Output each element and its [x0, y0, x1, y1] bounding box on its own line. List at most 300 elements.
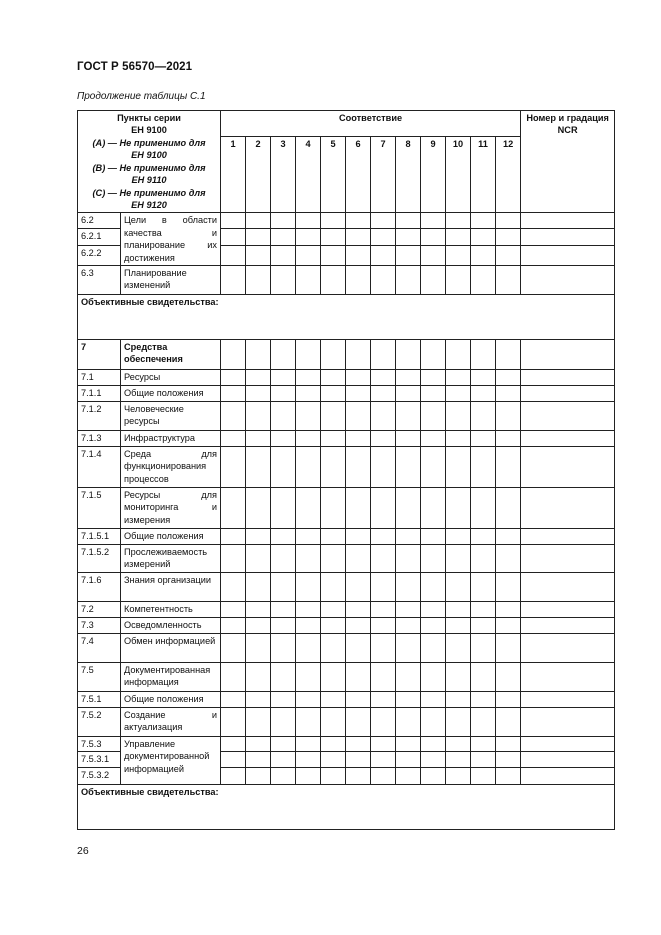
conformity-check-cell[interactable]: [471, 691, 496, 707]
conformity-check-cell[interactable]: [446, 340, 471, 370]
ncr-cell[interactable]: [521, 402, 615, 431]
ncr-cell[interactable]: [521, 246, 615, 266]
conformity-check-cell[interactable]: [421, 752, 446, 768]
conformity-check-cell[interactable]: [246, 617, 271, 633]
conformity-check-cell[interactable]: [346, 386, 371, 402]
conformity-check-cell[interactable]: [471, 447, 496, 488]
conformity-check-cell[interactable]: [296, 229, 321, 246]
conformity-check-cell[interactable]: [421, 246, 446, 266]
conformity-check-cell[interactable]: [296, 617, 321, 633]
conformity-check-cell[interactable]: [346, 572, 371, 601]
conformity-check-cell[interactable]: [346, 545, 371, 573]
conformity-check-cell[interactable]: [271, 402, 296, 431]
conformity-check-cell[interactable]: [396, 601, 421, 617]
conformity-check-cell[interactable]: [371, 617, 396, 633]
conformity-check-cell[interactable]: [496, 402, 521, 431]
conformity-check-cell[interactable]: [371, 447, 396, 488]
ncr-cell[interactable]: [521, 691, 615, 707]
conformity-check-cell[interactable]: [396, 768, 421, 785]
ncr-cell[interactable]: [521, 617, 615, 633]
conformity-check-cell[interactable]: [346, 633, 371, 662]
conformity-check-cell[interactable]: [346, 662, 371, 691]
conformity-check-cell[interactable]: [496, 662, 521, 691]
conformity-check-cell[interactable]: [446, 386, 471, 402]
conformity-check-cell[interactable]: [446, 736, 471, 751]
conformity-check-cell[interactable]: [471, 662, 496, 691]
conformity-check-cell[interactable]: [446, 488, 471, 529]
conformity-check-cell[interactable]: [396, 340, 421, 370]
conformity-check-cell[interactable]: [321, 386, 346, 402]
conformity-check-cell[interactable]: [271, 601, 296, 617]
conformity-check-cell[interactable]: [296, 529, 321, 545]
conformity-check-cell[interactable]: [246, 662, 271, 691]
conformity-check-cell[interactable]: [321, 246, 346, 266]
conformity-check-cell[interactable]: [271, 707, 296, 736]
conformity-check-cell[interactable]: [396, 662, 421, 691]
conformity-check-cell[interactable]: [296, 768, 321, 785]
conformity-check-cell[interactable]: [221, 266, 246, 295]
conformity-check-cell[interactable]: [371, 370, 396, 386]
conformity-check-cell[interactable]: [246, 545, 271, 573]
conformity-check-cell[interactable]: [346, 340, 371, 370]
conformity-check-cell[interactable]: [321, 488, 346, 529]
ncr-cell[interactable]: [521, 545, 615, 573]
conformity-check-cell[interactable]: [396, 266, 421, 295]
conformity-check-cell[interactable]: [446, 617, 471, 633]
conformity-check-cell[interactable]: [496, 545, 521, 573]
conformity-check-cell[interactable]: [346, 736, 371, 751]
conformity-check-cell[interactable]: [396, 447, 421, 488]
clause-number: 6.3: [78, 266, 121, 295]
conformity-check-cell[interactable]: [446, 266, 471, 295]
ncr-cell[interactable]: [521, 752, 615, 768]
conformity-check-cell[interactable]: [446, 633, 471, 662]
conformity-check-cell[interactable]: [446, 752, 471, 768]
conformity-check-cell[interactable]: [471, 736, 496, 751]
conformity-check-cell[interactable]: [446, 447, 471, 488]
conformity-check-cell[interactable]: [246, 768, 271, 785]
conformity-check-cell[interactable]: [346, 370, 371, 386]
ncr-cell[interactable]: [521, 488, 615, 529]
conformity-check-cell[interactable]: [271, 617, 296, 633]
conformity-check-cell[interactable]: [346, 488, 371, 529]
ncr-cell[interactable]: [521, 529, 615, 545]
conformity-check-cell[interactable]: [496, 213, 521, 229]
conformity-check-cell[interactable]: [321, 545, 346, 573]
conformity-check-cell[interactable]: [246, 246, 271, 266]
conformity-check-cell[interactable]: [421, 601, 446, 617]
conformity-check-cell[interactable]: [421, 447, 446, 488]
conformity-check-cell[interactable]: [321, 229, 346, 246]
conformity-check-cell[interactable]: [371, 601, 396, 617]
conformity-check-cell[interactable]: [396, 529, 421, 545]
conformity-check-cell[interactable]: [371, 431, 396, 447]
conformity-check-cell[interactable]: [471, 572, 496, 601]
conformity-check-cell[interactable]: [246, 266, 271, 295]
conformity-check-cell[interactable]: [246, 488, 271, 529]
conformity-check-cell[interactable]: [346, 229, 371, 246]
conformity-check-cell[interactable]: [471, 213, 496, 229]
conformity-check-cell[interactable]: [246, 752, 271, 768]
conformity-check-cell[interactable]: [446, 691, 471, 707]
conformity-check-cell[interactable]: [421, 340, 446, 370]
ncr-cell[interactable]: [521, 431, 615, 447]
conformity-check-cell[interactable]: [221, 572, 246, 601]
conformity-check-cell[interactable]: [371, 768, 396, 785]
conformity-check-cell[interactable]: [421, 545, 446, 573]
conformity-check-cell[interactable]: [221, 431, 246, 447]
conformity-check-cell[interactable]: [396, 402, 421, 431]
conformity-check-cell[interactable]: [346, 402, 371, 431]
conformity-check-cell[interactable]: [371, 340, 396, 370]
conformity-check-cell[interactable]: [396, 736, 421, 751]
conformity-check-cell[interactable]: [446, 431, 471, 447]
conformity-check-cell[interactable]: [296, 402, 321, 431]
conformity-check-cell[interactable]: [271, 488, 296, 529]
conformity-check-cell[interactable]: [371, 545, 396, 573]
conformity-check-cell[interactable]: [396, 370, 421, 386]
conformity-check-cell[interactable]: [471, 529, 496, 545]
conformity-check-cell[interactable]: [321, 633, 346, 662]
conformity-check-cell[interactable]: [421, 402, 446, 431]
conformity-check-cell[interactable]: [221, 529, 246, 545]
conformity-check-cell[interactable]: [246, 386, 271, 402]
conformity-check-cell[interactable]: [271, 246, 296, 266]
conformity-check-cell[interactable]: [371, 266, 396, 295]
conformity-check-cell[interactable]: [371, 386, 396, 402]
conformity-check-cell[interactable]: [421, 617, 446, 633]
conformity-check-cell[interactable]: [246, 529, 271, 545]
conformity-check-cell[interactable]: [496, 617, 521, 633]
conformity-check-cell[interactable]: [246, 601, 271, 617]
conformity-check-cell[interactable]: [271, 340, 296, 370]
conformity-check-cell[interactable]: [371, 488, 396, 529]
ncr-cell[interactable]: [521, 633, 615, 662]
conformity-check-cell[interactable]: [396, 691, 421, 707]
conformity-check-cell[interactable]: [396, 617, 421, 633]
conformity-check-cell[interactable]: [471, 617, 496, 633]
conformity-check-cell[interactable]: [421, 572, 446, 601]
conformity-check-cell[interactable]: [471, 370, 496, 386]
conformity-check-cell[interactable]: [221, 386, 246, 402]
conformity-check-cell[interactable]: [496, 633, 521, 662]
conformity-check-cell[interactable]: [471, 545, 496, 573]
conformity-check-cell[interactable]: [496, 229, 521, 246]
conformity-check-cell[interactable]: [471, 402, 496, 431]
conformity-check-cell[interactable]: [471, 707, 496, 736]
conformity-check-cell[interactable]: [271, 752, 296, 768]
conformity-check-cell[interactable]: [471, 340, 496, 370]
conformity-check-cell[interactable]: [371, 633, 396, 662]
conformity-check-cell[interactable]: [221, 213, 246, 229]
conformity-check-cell[interactable]: [421, 370, 446, 386]
conformity-check-cell[interactable]: [271, 691, 296, 707]
conformity-check-cell[interactable]: [371, 662, 396, 691]
conformity-check-cell[interactable]: [421, 736, 446, 751]
conformity-check-cell[interactable]: [371, 213, 396, 229]
conformity-check-cell[interactable]: [496, 447, 521, 488]
conformity-check-cell[interactable]: [321, 447, 346, 488]
conformity-check-cell[interactable]: [271, 736, 296, 751]
conformity-check-cell[interactable]: [346, 529, 371, 545]
conformity-check-cell[interactable]: [296, 662, 321, 691]
conformity-check-cell[interactable]: [496, 707, 521, 736]
conformity-check-cell[interactable]: [496, 691, 521, 707]
conformity-check-cell[interactable]: [271, 633, 296, 662]
conformity-check-cell[interactable]: [421, 529, 446, 545]
conformity-check-cell[interactable]: [396, 572, 421, 601]
conformity-check-cell[interactable]: [371, 707, 396, 736]
conformity-check-cell[interactable]: [471, 386, 496, 402]
conformity-check-cell[interactable]: [396, 633, 421, 662]
conformity-check-cell[interactable]: [246, 340, 271, 370]
conformity-check-cell[interactable]: [396, 488, 421, 529]
ncr-cell[interactable]: [521, 229, 615, 246]
conformity-check-cell[interactable]: [421, 488, 446, 529]
ncr-cell[interactable]: [521, 736, 615, 751]
conformity-check-cell[interactable]: [496, 529, 521, 545]
conformity-check-cell[interactable]: [321, 572, 346, 601]
conformity-check-cell[interactable]: [321, 662, 346, 691]
conformity-check-cell[interactable]: [496, 431, 521, 447]
conformity-check-cell[interactable]: [471, 768, 496, 785]
conformity-check-cell[interactable]: [321, 691, 346, 707]
conformity-check-cell[interactable]: [346, 707, 371, 736]
ncr-cell[interactable]: [521, 601, 615, 617]
conformity-check-cell[interactable]: [396, 229, 421, 246]
conformity-check-cell[interactable]: [421, 691, 446, 707]
conformity-check-cell[interactable]: [321, 431, 346, 447]
conformity-check-cell[interactable]: [246, 633, 271, 662]
ncr-cell[interactable]: [521, 386, 615, 402]
conformity-check-cell[interactable]: [296, 601, 321, 617]
conformity-check-cell[interactable]: [246, 691, 271, 707]
conformity-check-cell[interactable]: [446, 707, 471, 736]
conformity-check-cell[interactable]: [346, 752, 371, 768]
conformity-check-cell[interactable]: [396, 431, 421, 447]
conformity-check-cell[interactable]: [446, 662, 471, 691]
conformity-check-cell[interactable]: [321, 768, 346, 785]
ncr-cell[interactable]: [521, 572, 615, 601]
conformity-check-cell[interactable]: [296, 246, 321, 266]
conformity-check-cell[interactable]: [446, 529, 471, 545]
conformity-check-cell[interactable]: [221, 545, 246, 573]
conformity-check-cell[interactable]: [246, 431, 271, 447]
conformity-check-cell[interactable]: [246, 370, 271, 386]
conformity-check-cell[interactable]: [371, 402, 396, 431]
conformity-check-cell[interactable]: [471, 246, 496, 266]
conformity-check-cell[interactable]: [496, 488, 521, 529]
conformity-check-cell[interactable]: [296, 386, 321, 402]
conformity-check-cell[interactable]: [396, 213, 421, 229]
conformity-check-cell[interactable]: [246, 707, 271, 736]
conformity-check-cell[interactable]: [446, 572, 471, 601]
conformity-check-cell[interactable]: [496, 601, 521, 617]
conformity-check-cell[interactable]: [421, 213, 446, 229]
conformity-check-cell[interactable]: [246, 229, 271, 246]
conformity-check-cell[interactable]: [346, 213, 371, 229]
conformity-check-cell[interactable]: [346, 617, 371, 633]
conformity-check-cell[interactable]: [246, 736, 271, 751]
conformity-check-cell[interactable]: [271, 431, 296, 447]
conformity-check-cell[interactable]: [371, 736, 396, 751]
conformity-check-cell[interactable]: [221, 617, 246, 633]
conformity-check-cell[interactable]: [296, 545, 321, 573]
conformity-check-cell[interactable]: [496, 386, 521, 402]
conformity-check-cell[interactable]: [346, 768, 371, 785]
conformity-check-cell[interactable]: [296, 488, 321, 529]
conformity-check-cell[interactable]: [221, 340, 246, 370]
conformity-check-cell[interactable]: [271, 572, 296, 601]
conformity-check-cell[interactable]: [421, 768, 446, 785]
conformity-check-cell[interactable]: [446, 246, 471, 266]
conformity-check-cell[interactable]: [296, 736, 321, 751]
conformity-check-cell[interactable]: [496, 370, 521, 386]
conformity-check-cell[interactable]: [421, 266, 446, 295]
conformity-check-cell[interactable]: [496, 246, 521, 266]
conformity-check-cell[interactable]: [346, 691, 371, 707]
conformity-check-cell[interactable]: [496, 340, 521, 370]
conformity-check-cell[interactable]: [271, 213, 296, 229]
conformity-check-cell[interactable]: [321, 736, 346, 751]
conformity-check-cell[interactable]: [471, 752, 496, 768]
conformity-check-cell[interactable]: [346, 431, 371, 447]
conformity-check-cell[interactable]: [221, 601, 246, 617]
conformity-check-cell[interactable]: [246, 213, 271, 229]
conformity-check-cell[interactable]: [296, 340, 321, 370]
conformity-check-cell[interactable]: [396, 752, 421, 768]
conformity-check-cell[interactable]: [221, 768, 246, 785]
conformity-check-cell[interactable]: [271, 529, 296, 545]
ncr-cell[interactable]: [521, 340, 615, 370]
conformity-check-cell[interactable]: [271, 370, 296, 386]
conformity-check-cell[interactable]: [446, 229, 471, 246]
conformity-check-cell[interactable]: [246, 572, 271, 601]
conformity-check-cell[interactable]: [471, 431, 496, 447]
conformity-check-cell[interactable]: [396, 246, 421, 266]
conformity-check-cell[interactable]: [421, 386, 446, 402]
conformity-check-cell[interactable]: [221, 691, 246, 707]
conformity-check-cell[interactable]: [321, 402, 346, 431]
conformity-check-cell[interactable]: [371, 246, 396, 266]
conformity-check-cell[interactable]: [346, 601, 371, 617]
conformity-check-cell[interactable]: [321, 340, 346, 370]
conformity-check-cell[interactable]: [346, 266, 371, 295]
conformity-check-cell[interactable]: [471, 601, 496, 617]
conformity-check-cell[interactable]: [496, 752, 521, 768]
conformity-check-cell[interactable]: [246, 447, 271, 488]
conformity-check-cell[interactable]: [446, 601, 471, 617]
conformity-check-cell[interactable]: [371, 229, 396, 246]
conformity-check-cell[interactable]: [296, 431, 321, 447]
ncr-cell[interactable]: [521, 213, 615, 229]
conformity-check-cell[interactable]: [421, 633, 446, 662]
conformity-check-cell[interactable]: [271, 229, 296, 246]
conformity-check-cell[interactable]: [496, 768, 521, 785]
conformity-check-cell[interactable]: [396, 545, 421, 573]
conformity-check-cell[interactable]: [296, 266, 321, 295]
conformity-check-cell[interactable]: [471, 229, 496, 246]
conformity-check-cell[interactable]: [246, 402, 271, 431]
ncr-cell[interactable]: [521, 370, 615, 386]
conformity-check-cell[interactable]: [271, 386, 296, 402]
conformity-check-cell[interactable]: [221, 752, 246, 768]
conformity-check-cell[interactable]: [296, 691, 321, 707]
conformity-check-cell[interactable]: [221, 736, 246, 751]
conformity-check-cell[interactable]: [221, 488, 246, 529]
conformity-check-cell[interactable]: [296, 633, 321, 662]
conformity-check-cell[interactable]: [296, 572, 321, 601]
conformity-check-cell[interactable]: [321, 752, 346, 768]
conformity-check-cell[interactable]: [471, 488, 496, 529]
ncr-cell[interactable]: [521, 662, 615, 691]
conformity-check-cell[interactable]: [221, 447, 246, 488]
conformity-check-cell[interactable]: [496, 266, 521, 295]
conformity-check-cell[interactable]: [446, 402, 471, 431]
conformity-check-cell[interactable]: [271, 447, 296, 488]
conformity-check-cell[interactable]: [321, 370, 346, 386]
conformity-check-cell[interactable]: [296, 752, 321, 768]
conformity-check-cell[interactable]: [446, 370, 471, 386]
conformity-check-cell[interactable]: [471, 633, 496, 662]
conformity-check-cell[interactable]: [321, 617, 346, 633]
conformity-check-cell[interactable]: [321, 213, 346, 229]
ncr-cell[interactable]: [521, 266, 615, 295]
conformity-check-cell[interactable]: [421, 431, 446, 447]
conformity-check-cell[interactable]: [221, 707, 246, 736]
conformity-check-cell[interactable]: [396, 707, 421, 736]
conformity-check-cell[interactable]: [421, 662, 446, 691]
conformity-check-cell[interactable]: [421, 229, 446, 246]
conformity-check-cell[interactable]: [371, 529, 396, 545]
conformity-check-cell[interactable]: [271, 545, 296, 573]
conformity-check-cell[interactable]: [321, 601, 346, 617]
conformity-check-cell[interactable]: [321, 266, 346, 295]
conformity-check-cell[interactable]: [446, 213, 471, 229]
conformity-check-cell[interactable]: [371, 752, 396, 768]
conformity-check-cell[interactable]: [471, 266, 496, 295]
conformity-check-cell[interactable]: [271, 662, 296, 691]
conformity-check-cell[interactable]: [371, 572, 396, 601]
conformity-check-cell[interactable]: [321, 707, 346, 736]
conformity-check-cell[interactable]: [446, 545, 471, 573]
conformity-check-cell[interactable]: [221, 662, 246, 691]
conformity-check-cell[interactable]: [296, 370, 321, 386]
conformity-check-cell[interactable]: [496, 572, 521, 601]
conformity-check-cell[interactable]: [221, 370, 246, 386]
conformity-check-cell[interactable]: [296, 707, 321, 736]
conformity-check-cell[interactable]: [321, 529, 346, 545]
conformity-check-cell[interactable]: [296, 213, 321, 229]
conformity-check-cell[interactable]: [371, 691, 396, 707]
conformity-check-cell[interactable]: [221, 633, 246, 662]
conformity-check-cell[interactable]: [346, 246, 371, 266]
conformity-check-cell[interactable]: [221, 229, 246, 246]
ncr-cell[interactable]: [521, 707, 615, 736]
conformity-check-cell[interactable]: [271, 768, 296, 785]
conformity-check-cell[interactable]: [271, 266, 296, 295]
conformity-check-cell[interactable]: [346, 447, 371, 488]
conformity-check-cell[interactable]: [446, 768, 471, 785]
conformity-check-cell[interactable]: [496, 736, 521, 751]
ncr-cell[interactable]: [521, 447, 615, 488]
conformity-check-cell[interactable]: [396, 386, 421, 402]
conformity-check-cell[interactable]: [421, 707, 446, 736]
conformity-check-cell[interactable]: [296, 447, 321, 488]
ncr-cell[interactable]: [521, 768, 615, 785]
conformity-check-cell[interactable]: [221, 402, 246, 431]
conformity-check-cell[interactable]: [221, 246, 246, 266]
